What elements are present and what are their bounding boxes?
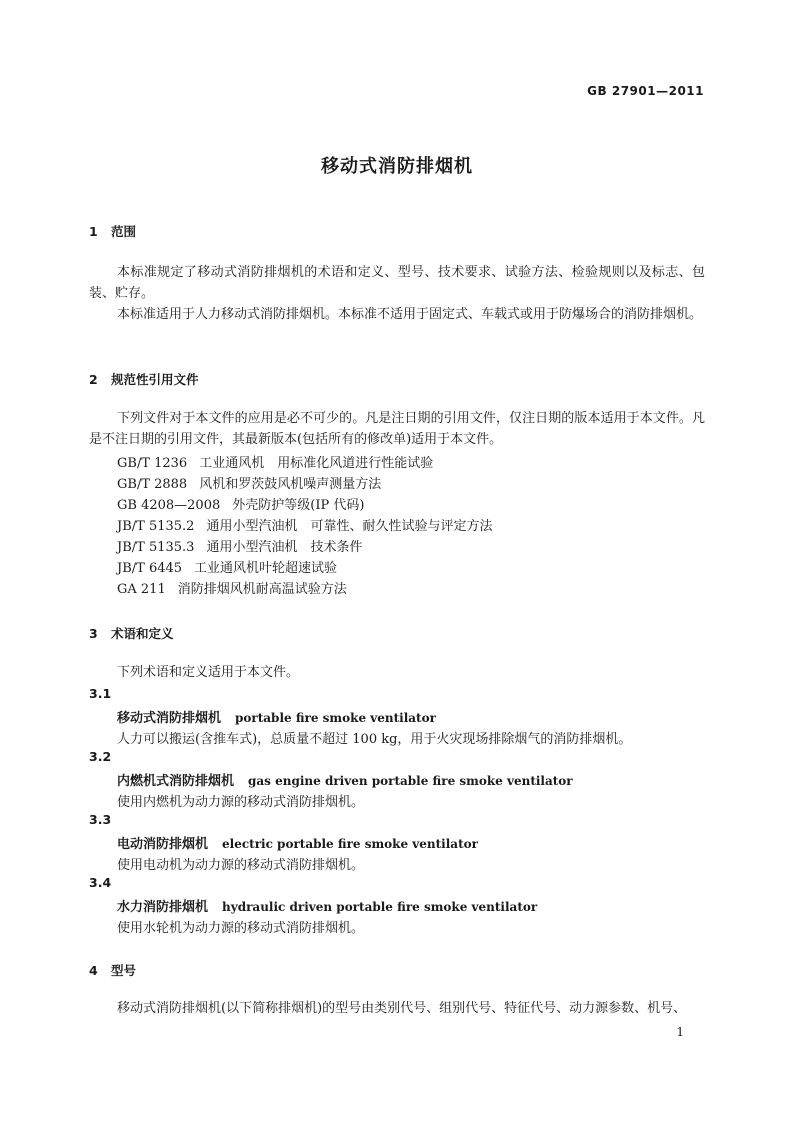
term-definition: 使用电动机为动力源的移动式消防排烟机。: [117, 858, 365, 873]
reference-code: GB/T 1236: [117, 456, 188, 471]
reference-item: [117, 557, 337, 576]
section-number: 3: [89, 626, 98, 641]
reference-item: [117, 473, 381, 492]
reference-code: GB 4208—2008: [117, 498, 221, 513]
clause-number: 3.4: [89, 875, 112, 890]
reference-title: 风机和罗茨鼓风机噪声测量方法: [199, 477, 382, 492]
term-entry: [117, 770, 573, 789]
section-title: 规范性引用文件: [111, 372, 199, 387]
reference-item: [117, 536, 362, 555]
reference-code: GB/T 2888: [117, 477, 188, 492]
paragraph: 下列术语和定义适用于本文件。: [117, 665, 300, 680]
document-title: 移动式消防排烟机: [321, 156, 473, 177]
reference-item: [117, 494, 364, 513]
section-heading-references: [89, 370, 199, 388]
section-title: 术语和定义: [111, 626, 174, 641]
section-heading-model: [89, 961, 136, 979]
reference-title: 消防排烟风机耐高温试验方法: [177, 582, 347, 597]
section-number: 1: [89, 224, 98, 239]
term-entry: [117, 896, 537, 915]
term-english: electric portable fire smoke ventilator: [222, 837, 478, 851]
term-chinese: 电动消防排烟机: [117, 837, 209, 852]
section-number: 4: [89, 963, 98, 978]
reference-item: [117, 515, 492, 534]
term-chinese: 移动式消防排烟机: [117, 711, 222, 726]
reference-code: JB/T 6445: [117, 561, 183, 576]
clause-number: 3.1: [89, 686, 112, 701]
paragraph: 本标准规定了移动式消防排烟机的术语和定义、型号、技术要求、试验方法、检验规则以及标志、包装、贮存。: [89, 265, 705, 301]
term-chinese: 内燃机式消防排烟机: [117, 774, 235, 789]
term-definition: 使用内燃机为动力源的移动式消防排烟机。: [117, 795, 365, 810]
reference-title: 工业通风机叶轮超速试验: [194, 561, 338, 576]
term-english: portable fire smoke ventilator: [235, 711, 436, 725]
term-entry: [117, 707, 436, 726]
reference-title: 外壳防护等级(IP 代码): [232, 498, 365, 513]
reference-item: [117, 578, 347, 597]
page-number: 1: [676, 1025, 684, 1039]
clause-number: 3.3: [89, 812, 112, 827]
section-number: 2: [89, 372, 98, 387]
reference-code: JB/T 5135.2: [117, 519, 195, 534]
term-definition: 使用水轮机为动力源的移动式消防排烟机。: [117, 921, 365, 936]
reference-title: 通用小型汽油机 可靠性、耐久性试验与评定方法: [206, 519, 493, 534]
term-entry: [117, 833, 478, 852]
term-english: hydraulic driven portable fire smoke ventilator: [222, 900, 538, 914]
paragraph: 移动式消防排烟机(以下简称排烟机)的型号由类别代号、组别代号、特征代号、动力源参数、机号、: [117, 1001, 687, 1016]
paragraph: 下列文件对于本文件的应用是必不可少的。凡是注日期的引用文件，仅注日期的版本适用于本文件。凡是不注日期的引用文件，其最新版本(包括所有的修改单)适用于本文件。: [89, 411, 705, 447]
section-title: 型号: [111, 963, 137, 978]
term-english: gas engine driven portable fire smoke ventilator: [248, 774, 573, 788]
section-heading-terms: [89, 624, 174, 642]
term-chinese: 水力消防排烟机: [117, 900, 209, 915]
section-heading-scope: [89, 222, 136, 240]
reference-item: [117, 452, 433, 471]
reference-title: 通用小型汽油机 技术条件: [206, 540, 363, 555]
reference-title: 工业通风机 用标准化风道进行性能试验: [199, 456, 434, 471]
reference-code: GA 211: [117, 582, 166, 597]
section-title: 范围: [111, 224, 137, 239]
clause-number: 3.2: [89, 749, 112, 764]
standard-code: GB 27901—2011: [587, 84, 704, 98]
reference-code: JB/T 5135.3: [117, 540, 195, 555]
term-definition: 人力可以搬运(含推车式)，总质量不超过 100 kg，用于火灾现场排除烟气的消防排烟机。: [117, 732, 632, 747]
paragraph: 本标准适用于人力移动式消防排烟机。本标准不适用于固定式、车载式或用于防爆场合的消防排烟机。: [117, 307, 703, 322]
